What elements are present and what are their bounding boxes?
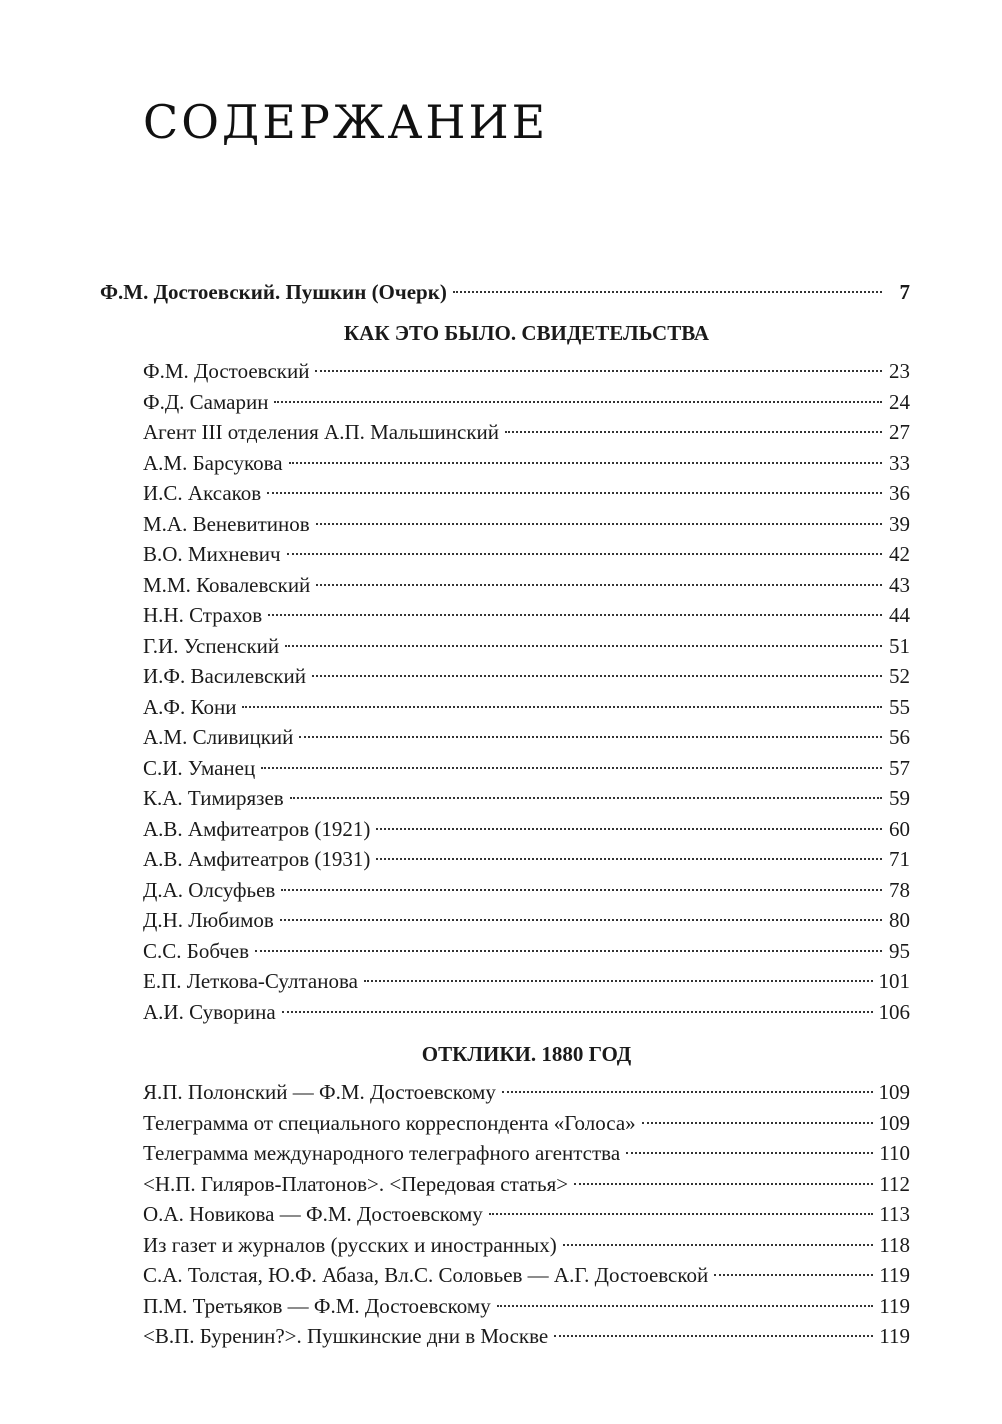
toc-entry-page: 42 <box>889 542 910 566</box>
dot-leader <box>316 523 882 525</box>
table-of-contents <box>100 276 910 1352</box>
toc-entry-page: 112 <box>879 1171 910 1196</box>
toc-entry-label: Ф.М. Достоевский. Пушкин (Очерк) <box>100 280 447 304</box>
toc-entry-page: 80 <box>889 908 910 932</box>
dot-leader <box>505 431 882 433</box>
toc-sections <box>100 318 910 1352</box>
toc-entry-label: Д.Н. Любимов <box>143 908 274 932</box>
dot-leader <box>274 401 882 403</box>
toc-entry-page: 71 <box>889 847 910 871</box>
toc-entry-page: 33 <box>889 450 910 475</box>
toc-entry-page: 52 <box>889 664 910 688</box>
dot-leader <box>285 645 882 647</box>
toc-entry-label: <В.П. Буренин?>. Пушкинские дни в Москве <box>143 1324 549 1348</box>
toc-entry[interactable] <box>143 570 910 601</box>
toc-entry[interactable] <box>143 783 910 814</box>
toc-entry-page: 95 <box>889 938 910 963</box>
dot-leader <box>268 614 882 616</box>
dot-leader <box>290 797 882 799</box>
toc-entry-page: 57 <box>889 755 910 780</box>
toc-entry[interactable] <box>143 905 910 936</box>
dot-leader <box>574 1183 873 1185</box>
toc-entry-label: С.А. Толстая, Ю.Ф. Абаза, Вл.С. Соловьев — А.Г. Достоевской <box>143 1263 709 1287</box>
toc-entry-page: 109 <box>878 1110 910 1135</box>
toc-entry-page: 36 <box>889 481 910 505</box>
toc-entry-label: К.А. Тимирязев <box>143 786 284 810</box>
dot-leader <box>376 828 882 830</box>
dot-leader <box>626 1152 873 1154</box>
toc-entry-label: С.И. Уманец <box>143 755 256 780</box>
section-heading: КАК ЭТО БЫЛО. СВИДЕТЕЛЬСТВА <box>343 321 710 345</box>
page-title: СОДЕРЖАНИЕ <box>143 95 549 149</box>
toc-entry-page: 56 <box>889 725 910 749</box>
dot-leader <box>261 767 882 769</box>
dot-leader <box>315 370 882 372</box>
toc-entry-page: 51 <box>889 633 910 658</box>
toc-entry-page: 44 <box>889 603 910 627</box>
toc-entry-label: Н.Н. Страхов <box>143 603 263 627</box>
toc-entry[interactable] <box>143 936 910 967</box>
toc-entry-label: Ф.Д. Самарин <box>143 389 269 414</box>
toc-entry-page: 24 <box>889 389 910 414</box>
toc-entry-page: 7 <box>899 280 910 304</box>
toc-entry[interactable] <box>143 1230 910 1261</box>
toc-entry[interactable] <box>143 1138 910 1169</box>
toc-entry-page: 118 <box>879 1232 910 1257</box>
toc-entry-label: А.М. Сливицкий <box>143 725 294 749</box>
toc-entry-label: Я.П. Полонский — Ф.М. Достоевскому <box>143 1080 496 1104</box>
dot-leader <box>364 980 873 982</box>
toc-entry-page: 110 <box>879 1141 910 1165</box>
toc-entry[interactable] <box>143 1291 910 1322</box>
toc-entry-label: А.И. Суворина <box>143 999 276 1024</box>
toc-entry-label: Телеграмма от специального корреспондента «Голоса» <box>143 1110 636 1135</box>
toc-entry[interactable] <box>143 417 910 448</box>
toc-entry-label: <Н.П. Гиляров-Платонов>. <Передовая статья> <box>143 1171 569 1196</box>
toc-entry[interactable] <box>143 997 910 1028</box>
toc-entry[interactable] <box>143 844 910 875</box>
dot-leader <box>282 1011 873 1013</box>
toc-entry[interactable] <box>143 1169 910 1200</box>
dot-leader <box>312 675 882 677</box>
toc-entry-label: Телеграмма международного телеграфного агентства <box>143 1141 621 1165</box>
toc-entry[interactable] <box>143 722 910 753</box>
dot-leader <box>376 858 882 860</box>
toc-entry[interactable] <box>143 875 910 906</box>
dot-leader <box>489 1213 873 1215</box>
dot-leader <box>554 1335 873 1337</box>
toc-entry-label: Д.А. Олсуфьев <box>143 877 276 902</box>
dot-leader <box>642 1122 873 1124</box>
toc-entry-label: А.В. Амфитеатров (1931) <box>143 847 371 871</box>
toc-entry[interactable] <box>143 539 910 570</box>
dot-leader <box>453 291 882 293</box>
toc-entry-label: Агент III отделения А.П. Мальшинский <box>143 420 499 444</box>
toc-entry-label: И.С. Аксаков <box>143 481 262 505</box>
toc-entry-page: 27 <box>889 420 910 444</box>
dot-leader <box>287 553 882 555</box>
dot-leader <box>563 1244 874 1246</box>
toc-entry-label: А.Ф. Кони <box>143 694 237 719</box>
toc-entry-label: О.А. Новикова — Ф.М. Достоевскому <box>143 1202 483 1226</box>
toc-entry[interactable] <box>143 631 910 662</box>
toc-entry[interactable] <box>143 1260 910 1291</box>
toc-entry-label: А.В. Амфитеатров (1921) <box>143 816 371 841</box>
toc-entry[interactable] <box>143 1321 910 1352</box>
toc-entry[interactable] <box>143 814 910 845</box>
toc-entry-page: 43 <box>889 572 910 597</box>
toc-entry-page: 23 <box>889 359 910 383</box>
toc-entry-label: Е.П. Леткова-Султанова <box>143 969 358 993</box>
toc-entry[interactable] <box>143 753 910 784</box>
toc-entry-page: 59 <box>889 786 910 810</box>
toc-entry[interactable] <box>143 448 910 479</box>
dot-leader <box>280 919 882 921</box>
section-heading: ОТКЛИКИ. 1880 ГОД <box>421 1042 632 1066</box>
toc-entry[interactable] <box>143 1108 910 1139</box>
toc-entry-page: 101 <box>878 969 910 993</box>
dot-leader <box>299 736 882 738</box>
toc-entry-label: И.Ф. Василевский <box>143 664 306 688</box>
toc-entry-label: Ф.М. Достоевский <box>143 359 310 383</box>
dot-leader <box>281 889 882 891</box>
toc-entry[interactable] <box>143 1199 910 1230</box>
toc-entry-page: 60 <box>889 816 910 841</box>
toc-entry-label: М.М. Ковалевский <box>143 572 311 597</box>
toc-entry[interactable] <box>143 966 910 997</box>
toc-entry[interactable] <box>143 509 910 540</box>
toc-entry-page: 109 <box>878 1080 910 1104</box>
toc-main-entry[interactable] <box>100 276 910 308</box>
dot-leader <box>289 462 882 464</box>
toc-entry-page: 119 <box>879 1293 910 1318</box>
dot-leader <box>497 1305 874 1307</box>
toc-entry-label: М.А. Веневитинов <box>143 511 310 536</box>
dot-leader <box>267 492 882 494</box>
toc-entry-label: В.О. Михневич <box>143 542 281 566</box>
toc-entry-page: 113 <box>879 1202 910 1226</box>
dot-leader <box>316 584 882 586</box>
toc-entry[interactable] <box>143 356 910 387</box>
toc-entry-page: 119 <box>879 1263 910 1287</box>
toc-entry-page: 55 <box>889 694 910 719</box>
toc-entry-page: 78 <box>889 877 910 902</box>
toc-entry[interactable] <box>143 1077 910 1108</box>
toc-entry-label: А.М. Барсукова <box>143 450 283 475</box>
toc-entry-label: С.С. Бобчев <box>143 938 250 963</box>
toc-entry[interactable] <box>143 692 910 723</box>
toc-entry[interactable] <box>143 661 910 692</box>
dot-leader <box>502 1091 873 1093</box>
toc-entry[interactable] <box>143 478 910 509</box>
dot-leader <box>255 950 882 952</box>
toc-entry[interactable] <box>143 600 910 631</box>
toc-entry-page: 119 <box>879 1324 910 1348</box>
dot-leader <box>714 1274 873 1276</box>
dot-leader <box>242 706 882 708</box>
toc-entry-page: 106 <box>878 999 910 1024</box>
toc-entry-page: 39 <box>889 511 910 536</box>
toc-entry-label: П.М. Третьяков — Ф.М. Достоевскому <box>143 1293 491 1318</box>
toc-entry-label: Из газет и журналов (русских и иностранных) <box>143 1232 557 1257</box>
toc-entry-label: Г.И. Успенский <box>143 633 280 658</box>
toc-entry[interactable] <box>143 387 910 418</box>
